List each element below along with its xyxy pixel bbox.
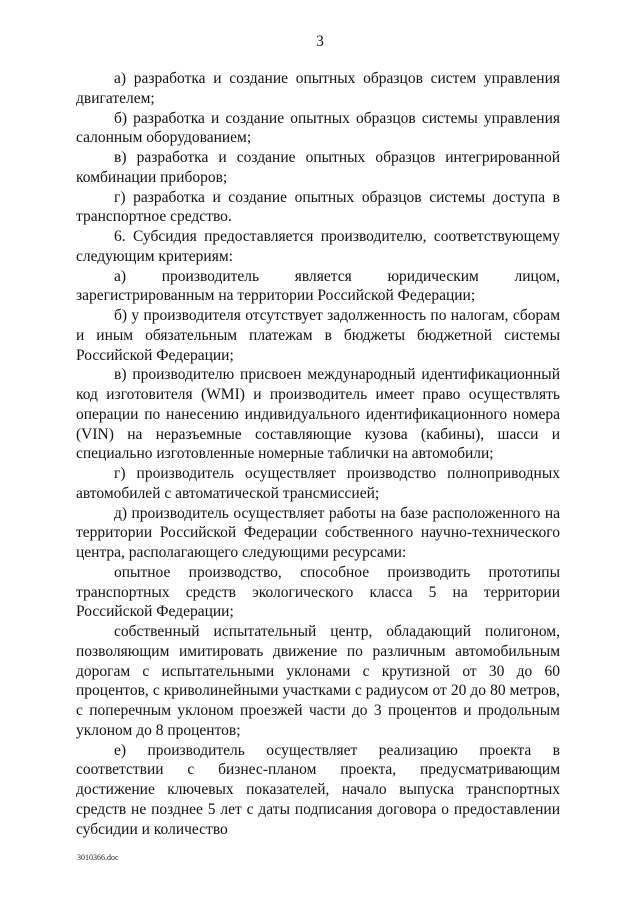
criterion-g-awd-production: г) производитель осуществляет производство полноприводных автомобилей с автоматической трансмиссией; [76,465,560,502]
paragraph-6-subsidy-criteria: 6. Субсидия предоставляется производителю, соответствующему следующим критериям: [76,228,560,265]
paragraph-g-access-system: г) разработка и создание опытных образцов системы доступа в транспортное средство. [76,188,560,226]
paragraph-b-cabin-equipment: б) разработка и создание опытных образцов системы управления салонным оборудованием; [76,109,560,147]
paragraph-v-instrument-cluster: в) разработка и создание опытных образцов интегрированной комбинации приборов; [76,149,560,186]
page-number: 3 [316,33,324,50]
criterion-a-legal-entity: а) производитель является юридическим лицом, зарегистрированным на территории Российской Федерации; [76,267,560,305]
criterion-v-wmi-vin: в) производителю присвоен международный идентификационный код изготовителя (WMI) и производитель имеет право осуществлять операции по нанесению индивидуального идентификационного номера (VIN) на неразъемные составляющие кузова (кабины), шасси и специально изготовленные номерные таблички на автомобили; [76,366,560,463]
paragraph-a-engine-control: а) разработка и создание опытных образцов систем управления двигателем; [76,70,560,107]
document-body [76,69,560,839]
resource-test-center: собственный испытательный центр, обладающий полигоном, позволяющим имитировать движение по различным автомобильным дорогам с испытательными уклонами с крутизной от 30 до 60 процентов, с криволинейными участками с радиусом от 20 до 80 метров, с поперечным уклоном проезжей части до 3 процентов и продольным уклоном до 8 процентов; [76,623,560,739]
criterion-b-no-debt: б) у производителя отсутствует задолженность по налогам, сборам и иным обязательным платежам в бюджеты бюджетной системы Российской Федерации; [76,307,560,364]
file-name-footer: 3010366.doc [77,853,119,862]
criterion-e-business-plan: е) производитель осуществляет реализацию проекта в соответствии с бизнес-планом проекта, предусматривающим достижение ключевых показателей, начало выпуска транспортных средств не позднее 5 лет с даты подписания договора о предоставлении субсидии и количество [76,741,560,838]
criterion-d-research-center: д) производитель осуществляет работы на базе расположенного на территории Российской Федерации собственного научно-технического центра, располагающего следующими ресурсами: [76,504,560,561]
resource-prototype-production: опытное производство, способное производить прототипы транспортных средств экологического класса 5 на территории Российской Федерации; [76,563,560,621]
